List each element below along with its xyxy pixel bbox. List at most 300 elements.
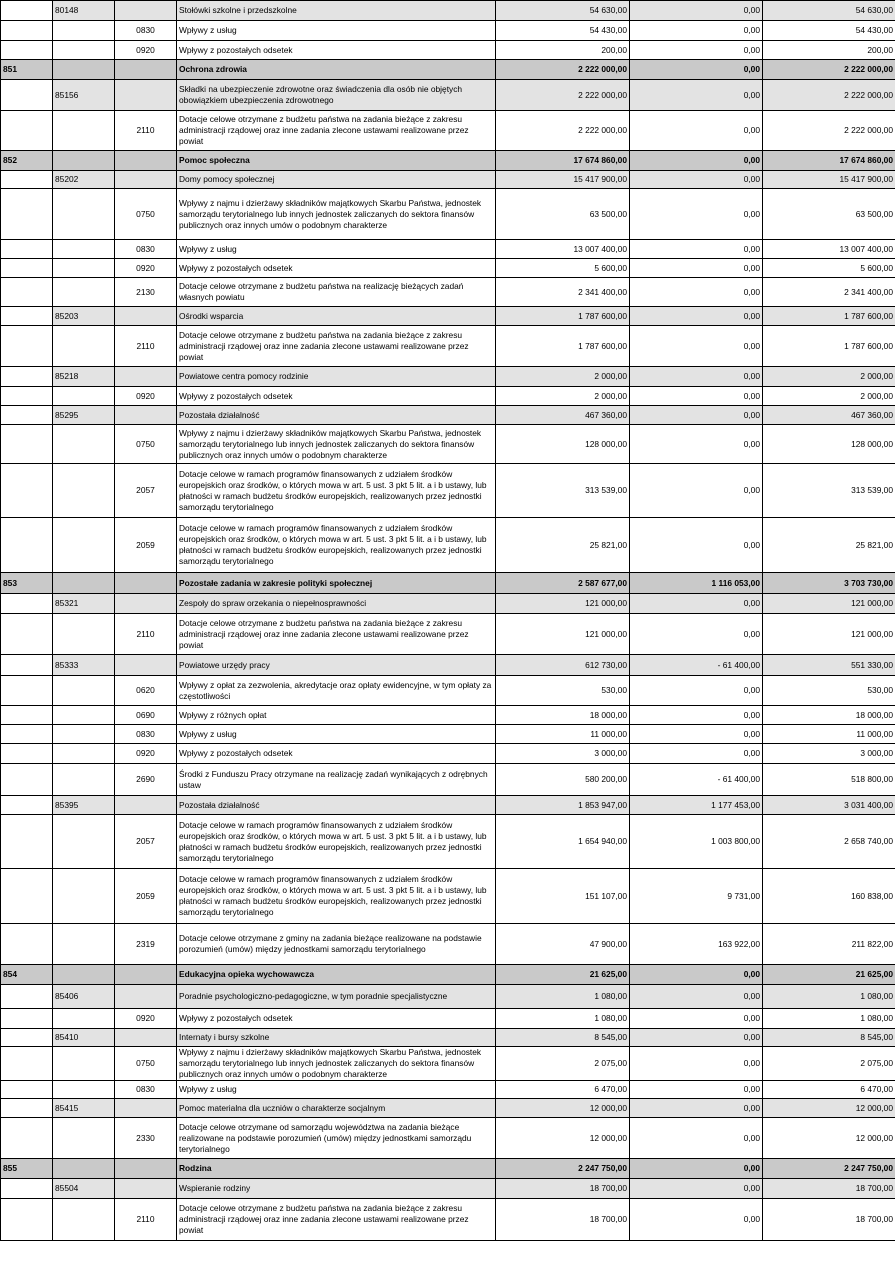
dzial-row (1, 60, 895, 80)
cell-rozdzial (53, 1047, 115, 1081)
cell-zmiana: 0,00 (630, 1199, 763, 1241)
cell-nazwa: Dotacje celowe w ramach programów finansowanych z udziałem środków europejskich oraz środków, o których mowa w art. 5 ust. 3 pkt 5 lit. a i b ustawy, lub płatności w ramach budżetu środków europejskich, realizowanych przez jednostki samorządu terytorialnego (177, 869, 496, 924)
rozdzial-row (1, 80, 895, 111)
cell-paragraf (115, 406, 177, 425)
rozdzial-row (1, 796, 895, 815)
cell-dzial: 855 (1, 1159, 53, 1179)
cell-nazwa: Dotacje celowe w ramach programów finansowanych z udziałem środków europejskich oraz środków, o których mowa w art. 5 ust. 3 pkt 5 lit. a i b ustawy, lub płatności w ramach budżetu środków europejskich, realizowanych przez jednostki samorządu terytorialnego (177, 815, 496, 869)
rozdzial-row (1, 1029, 895, 1047)
cell-nazwa: Dotacje celowe otrzymane z gminy na zadania bieżące realizowane na podstawie porozumień (umów) między jednostkami samorządu terytorialnego (177, 924, 496, 965)
cell-paragraf: 0750 (115, 189, 177, 240)
cell-zmiana: 163 922,00 (630, 924, 763, 965)
cell-dzial (1, 518, 53, 573)
cell-rozdzial: 80148 (53, 1, 115, 21)
cell-nazwa: Wpływy z usług (177, 240, 496, 259)
cell-nazwa: Wpływy z opłat za zezwolenia, akredytacje oraz opłaty ewidencyjne, w tym opłaty za częstotliwości (177, 676, 496, 706)
cell-zmiana: 0,00 (630, 594, 763, 614)
cell-rozdzial (53, 1118, 115, 1159)
cell-dzial (1, 1, 53, 21)
cell-po-zmianie: 2 658 740,00 (763, 815, 895, 869)
paragraf-row (1, 21, 895, 41)
cell-plan: 21 625,00 (496, 965, 630, 985)
cell-paragraf: 2059 (115, 869, 177, 924)
cell-rozdzial (53, 869, 115, 924)
cell-dzial (1, 111, 53, 151)
cell-dzial (1, 171, 53, 189)
cell-zmiana: 0,00 (630, 189, 763, 240)
cell-paragraf (115, 151, 177, 171)
cell-zmiana: 0,00 (630, 425, 763, 464)
cell-plan: 12 000,00 (496, 1118, 630, 1159)
cell-nazwa: Rodzina (177, 1159, 496, 1179)
cell-dzial (1, 387, 53, 406)
cell-zmiana: 0,00 (630, 706, 763, 725)
cell-plan: 54 630,00 (496, 1, 630, 21)
cell-rozdzial: 85410 (53, 1029, 115, 1047)
cell-rozdzial: 85203 (53, 307, 115, 326)
cell-nazwa: Wpływy z pozostałych odsetek (177, 1009, 496, 1029)
cell-rozdzial: 85333 (53, 655, 115, 676)
cell-zmiana: 0,00 (630, 614, 763, 655)
cell-rozdzial (53, 425, 115, 464)
cell-po-zmianie: 3 703 730,00 (763, 573, 895, 594)
cell-dzial (1, 240, 53, 259)
cell-dzial (1, 614, 53, 655)
cell-zmiana: 0,00 (630, 518, 763, 573)
paragraf-row (1, 924, 895, 965)
cell-nazwa: Internaty i bursy szkolne (177, 1029, 496, 1047)
cell-paragraf: 0830 (115, 240, 177, 259)
cell-rozdzial: 85415 (53, 1099, 115, 1118)
cell-zmiana: 0,00 (630, 1, 763, 21)
cell-plan: 151 107,00 (496, 869, 630, 924)
cell-nazwa: Dotacje celowe otrzymane z budżetu państwa na realizację bieżących zadań własnych powiatu (177, 278, 496, 307)
cell-rozdzial (53, 278, 115, 307)
cell-plan: 18 000,00 (496, 706, 630, 725)
cell-nazwa: Ochrona zdrowia (177, 60, 496, 80)
cell-plan: 530,00 (496, 676, 630, 706)
cell-rozdzial (53, 518, 115, 573)
cell-plan: 5 600,00 (496, 259, 630, 278)
cell-paragraf (115, 965, 177, 985)
cell-paragraf: 2059 (115, 518, 177, 573)
cell-rozdzial: 85295 (53, 406, 115, 425)
cell-po-zmianie: 2 341 400,00 (763, 278, 895, 307)
cell-rozdzial (53, 189, 115, 240)
cell-paragraf: 0920 (115, 744, 177, 764)
cell-dzial (1, 796, 53, 815)
cell-plan: 25 821,00 (496, 518, 630, 573)
cell-dzial (1, 676, 53, 706)
cell-rozdzial (53, 815, 115, 869)
cell-po-zmianie: 530,00 (763, 676, 895, 706)
cell-plan: 47 900,00 (496, 924, 630, 965)
cell-po-zmianie: 8 545,00 (763, 1029, 895, 1047)
cell-plan: 1 787 600,00 (496, 326, 630, 367)
cell-po-zmianie: 17 674 860,00 (763, 151, 895, 171)
cell-paragraf (115, 1099, 177, 1118)
cell-rozdzial (53, 259, 115, 278)
cell-po-zmianie: 2 000,00 (763, 367, 895, 387)
cell-paragraf: 2057 (115, 464, 177, 518)
cell-plan: 128 000,00 (496, 425, 630, 464)
cell-nazwa: Pomoc materialna dla uczniów o charakterze socjalnym (177, 1099, 496, 1118)
cell-plan: 17 674 860,00 (496, 151, 630, 171)
cell-zmiana: 0,00 (630, 387, 763, 406)
cell-dzial (1, 764, 53, 796)
cell-plan: 15 417 900,00 (496, 171, 630, 189)
cell-dzial (1, 1047, 53, 1081)
cell-po-zmianie: 2 247 750,00 (763, 1159, 895, 1179)
cell-nazwa: Ośrodki wsparcia (177, 307, 496, 326)
cell-po-zmianie: 54 630,00 (763, 1, 895, 21)
paragraf-row (1, 614, 895, 655)
cell-paragraf (115, 60, 177, 80)
cell-plan: 467 360,00 (496, 406, 630, 425)
cell-nazwa: Wpływy z różnych opłat (177, 706, 496, 725)
cell-plan: 2 247 750,00 (496, 1159, 630, 1179)
cell-plan: 1 787 600,00 (496, 307, 630, 326)
cell-rozdzial: 85406 (53, 985, 115, 1009)
cell-dzial: 853 (1, 573, 53, 594)
rozdzial-row (1, 1099, 895, 1118)
cell-nazwa: Edukacyjna opieka wychowawcza (177, 965, 496, 985)
cell-paragraf: 2057 (115, 815, 177, 869)
cell-rozdzial (53, 111, 115, 151)
cell-nazwa: Pomoc społeczna (177, 151, 496, 171)
cell-zmiana: 0,00 (630, 1118, 763, 1159)
cell-rozdzial (53, 764, 115, 796)
cell-dzial (1, 406, 53, 425)
cell-dzial: 854 (1, 965, 53, 985)
cell-zmiana: 0,00 (630, 676, 763, 706)
cell-nazwa: Pozostała działalność (177, 796, 496, 815)
cell-plan: 3 000,00 (496, 744, 630, 764)
cell-paragraf: 0620 (115, 676, 177, 706)
cell-rozdzial: 85395 (53, 796, 115, 815)
cell-paragraf (115, 1, 177, 21)
cell-dzial (1, 278, 53, 307)
cell-paragraf: 0830 (115, 725, 177, 744)
cell-paragraf (115, 655, 177, 676)
cell-paragraf (115, 80, 177, 111)
cell-nazwa: Domy pomocy społecznej (177, 171, 496, 189)
cell-dzial (1, 815, 53, 869)
cell-rozdzial (53, 725, 115, 744)
cell-po-zmianie: 6 470,00 (763, 1081, 895, 1099)
cell-paragraf: 2110 (115, 326, 177, 367)
cell-paragraf: 0920 (115, 387, 177, 406)
cell-dzial (1, 1009, 53, 1029)
paragraf-row (1, 259, 895, 278)
cell-dzial (1, 1199, 53, 1241)
cell-rozdzial (53, 706, 115, 725)
cell-nazwa: Dotacje celowe w ramach programów finansowanych z udziałem środków europejskich oraz środków, o których mowa w art. 5 ust. 3 pkt 5 lit. a i b ustawy, lub płatności w ramach budżetu środków europejskich, realizowanych przez jednostki samorządu terytorialnego (177, 464, 496, 518)
cell-nazwa: Wpływy z pozostałych odsetek (177, 387, 496, 406)
cell-po-zmianie: 54 430,00 (763, 21, 895, 41)
cell-zmiana: 0,00 (630, 151, 763, 171)
cell-plan: 54 430,00 (496, 21, 630, 41)
cell-paragraf: 2319 (115, 924, 177, 965)
cell-zmiana: 0,00 (630, 1179, 763, 1199)
cell-zmiana: 0,00 (630, 464, 763, 518)
cell-zmiana: 0,00 (630, 1099, 763, 1118)
cell-plan: 121 000,00 (496, 614, 630, 655)
cell-zmiana: 0,00 (630, 111, 763, 151)
cell-dzial (1, 594, 53, 614)
cell-plan: 2 000,00 (496, 367, 630, 387)
cell-nazwa: Wspieranie rodziny (177, 1179, 496, 1199)
cell-po-zmianie: 2 075,00 (763, 1047, 895, 1081)
cell-dzial (1, 189, 53, 240)
paragraf-row (1, 725, 895, 744)
cell-zmiana: 0,00 (630, 1159, 763, 1179)
cell-rozdzial (53, 41, 115, 60)
cell-po-zmianie: 3 000,00 (763, 744, 895, 764)
cell-plan: 6 470,00 (496, 1081, 630, 1099)
cell-dzial (1, 41, 53, 60)
cell-zmiana: 0,00 (630, 307, 763, 326)
cell-plan: 1 654 940,00 (496, 815, 630, 869)
cell-po-zmianie: 13 007 400,00 (763, 240, 895, 259)
cell-zmiana: - 61 400,00 (630, 655, 763, 676)
cell-rozdzial (53, 151, 115, 171)
cell-dzial (1, 464, 53, 518)
cell-paragraf (115, 307, 177, 326)
cell-rozdzial (53, 60, 115, 80)
cell-po-zmianie: 467 360,00 (763, 406, 895, 425)
rozdzial-row (1, 367, 895, 387)
paragraf-row (1, 111, 895, 151)
cell-paragraf (115, 1159, 177, 1179)
paragraf-row (1, 744, 895, 764)
cell-nazwa: Wpływy z najmu i dzierżawy składników majątkowych Skarbu Państwa, jednostek samorządu terytorialnego lub innych jednostek zaliczanych do sektora finansów publicznych oraz innych umów o podobnym charakterze (177, 1047, 496, 1081)
cell-nazwa: Wpływy z usług (177, 725, 496, 744)
paragraf-row (1, 706, 895, 725)
cell-po-zmianie: 5 600,00 (763, 259, 895, 278)
cell-plan: 1 853 947,00 (496, 796, 630, 815)
dzial-row (1, 1159, 895, 1179)
paragraf-row (1, 387, 895, 406)
cell-dzial (1, 1081, 53, 1099)
cell-dzial (1, 367, 53, 387)
cell-paragraf: 2690 (115, 764, 177, 796)
cell-po-zmianie: 2 000,00 (763, 387, 895, 406)
cell-zmiana: 0,00 (630, 1029, 763, 1047)
rozdzial-row (1, 406, 895, 425)
cell-zmiana: 0,00 (630, 171, 763, 189)
cell-nazwa: Dotacje celowe otrzymane z budżetu państwa na zadania bieżące z zakresu administracji rządowej oraz inne zadania zlecone ustawami realizowane przez powiat (177, 1199, 496, 1241)
cell-paragraf: 2110 (115, 614, 177, 655)
cell-paragraf (115, 573, 177, 594)
cell-dzial: 852 (1, 151, 53, 171)
cell-rozdzial (53, 744, 115, 764)
cell-nazwa: Wpływy z pozostałych odsetek (177, 744, 496, 764)
cell-nazwa: Dotacje celowe w ramach programów finansowanych z udziałem środków europejskich oraz środków, o których mowa w art. 5 ust. 3 pkt 5 lit. a i b ustawy, lub płatności w ramach budżetu środków europejskich, realizowanych przez jednostki samorządu terytorialnego (177, 518, 496, 573)
cell-dzial (1, 985, 53, 1009)
paragraf-row (1, 240, 895, 259)
cell-nazwa: Pozostała działalność (177, 406, 496, 425)
cell-po-zmianie: 160 838,00 (763, 869, 895, 924)
cell-plan: 2 222 000,00 (496, 111, 630, 151)
cell-rozdzial (53, 676, 115, 706)
cell-plan: 2 341 400,00 (496, 278, 630, 307)
cell-plan: 580 200,00 (496, 764, 630, 796)
cell-dzial (1, 744, 53, 764)
cell-plan: 612 730,00 (496, 655, 630, 676)
cell-rozdzial (53, 924, 115, 965)
cell-paragraf (115, 1179, 177, 1199)
cell-po-zmianie: 2 222 000,00 (763, 60, 895, 80)
paragraf-row (1, 425, 895, 464)
cell-po-zmianie: 551 330,00 (763, 655, 895, 676)
cell-po-zmianie: 128 000,00 (763, 425, 895, 464)
cell-paragraf: 2110 (115, 1199, 177, 1241)
cell-dzial (1, 1029, 53, 1047)
cell-paragraf: 0750 (115, 425, 177, 464)
cell-po-zmianie: 121 000,00 (763, 614, 895, 655)
cell-zmiana: 0,00 (630, 259, 763, 278)
cell-nazwa: Dotacje celowe otrzymane z budżetu państwa na zadania bieżące z zakresu administracji rządowej oraz inne zadania zlecone ustawami realizowane przez powiat (177, 326, 496, 367)
cell-paragraf: 0690 (115, 706, 177, 725)
cell-plan: 121 000,00 (496, 594, 630, 614)
cell-po-zmianie: 18 000,00 (763, 706, 895, 725)
cell-rozdzial (53, 1009, 115, 1029)
cell-paragraf (115, 367, 177, 387)
cell-nazwa: Dotacje celowe otrzymane od samorządu województwa na zadania bieżące realizowane na podstawie porozumień (umów) między jednostkami samorządu terytorialnego (177, 1118, 496, 1159)
cell-paragraf (115, 796, 177, 815)
paragraf-row (1, 1118, 895, 1159)
cell-zmiana: 0,00 (630, 985, 763, 1009)
cell-nazwa: Wpływy z usług (177, 21, 496, 41)
cell-dzial (1, 655, 53, 676)
cell-nazwa: Stołówki szkolne i przedszkolne (177, 1, 496, 21)
paragraf-row (1, 815, 895, 869)
cell-zmiana: 1 116 053,00 (630, 573, 763, 594)
cell-plan: 12 000,00 (496, 1099, 630, 1118)
cell-po-zmianie: 211 822,00 (763, 924, 895, 965)
dzial-row (1, 965, 895, 985)
cell-rozdzial (53, 965, 115, 985)
cell-zmiana: 0,00 (630, 1047, 763, 1081)
cell-po-zmianie: 21 625,00 (763, 965, 895, 985)
cell-plan: 63 500,00 (496, 189, 630, 240)
cell-nazwa: Wpływy z najmu i dzierżawy składników majątkowych Skarbu Państwa, jednostek samorządu terytorialnego lub innych jednostek zaliczanych do sektora finansów publicznych oraz innych umów o podobnym charakterze (177, 425, 496, 464)
cell-nazwa: Powiatowe urzędy pracy (177, 655, 496, 676)
cell-rozdzial: 85202 (53, 171, 115, 189)
cell-nazwa: Wpływy z najmu i dzierżawy składników majątkowych Skarbu Państwa, jednostek samorządu terytorialnego lub innych jednostek zaliczanych do sektora finansów publicznych oraz innych umów o podobnym charakterze (177, 189, 496, 240)
cell-zmiana: 0,00 (630, 1009, 763, 1029)
cell-paragraf (115, 985, 177, 1009)
cell-dzial (1, 307, 53, 326)
cell-po-zmianie: 1 787 600,00 (763, 326, 895, 367)
cell-nazwa: Zespoły do spraw orzekania o niepełnosprawności (177, 594, 496, 614)
cell-paragraf: 0920 (115, 41, 177, 60)
cell-nazwa: Poradnie psychologiczno-pedagogiczne, w tym poradnie specjalistyczne (177, 985, 496, 1009)
cell-po-zmianie: 121 000,00 (763, 594, 895, 614)
cell-nazwa: Wpływy z usług (177, 1081, 496, 1099)
cell-dzial (1, 706, 53, 725)
cell-zmiana: 0,00 (630, 60, 763, 80)
cell-nazwa: Dotacje celowe otrzymane z budżetu państwa na zadania bieżące z zakresu administracji rządowej oraz inne zadania zlecone ustawami realizowane przez powiat (177, 614, 496, 655)
cell-po-zmianie: 1 080,00 (763, 1009, 895, 1029)
cell-dzial (1, 1099, 53, 1118)
cell-zmiana: 0,00 (630, 406, 763, 425)
cell-nazwa: Powiatowe centra pomocy rodzinie (177, 367, 496, 387)
cell-rozdzial (53, 1159, 115, 1179)
paragraf-row (1, 464, 895, 518)
rozdzial-row (1, 985, 895, 1009)
cell-zmiana: 1 177 453,00 (630, 796, 763, 815)
cell-paragraf: 0920 (115, 259, 177, 278)
cell-rozdzial: 85218 (53, 367, 115, 387)
cell-rozdzial (53, 240, 115, 259)
cell-zmiana: 0,00 (630, 240, 763, 259)
cell-po-zmianie: 1 080,00 (763, 985, 895, 1009)
cell-po-zmianie: 3 031 400,00 (763, 796, 895, 815)
dzial-row (1, 151, 895, 171)
cell-paragraf (115, 171, 177, 189)
cell-po-zmianie: 200,00 (763, 41, 895, 60)
cell-plan: 1 080,00 (496, 985, 630, 1009)
cell-po-zmianie: 11 000,00 (763, 725, 895, 744)
cell-rozdzial (53, 21, 115, 41)
cell-rozdzial (53, 614, 115, 655)
cell-zmiana: 1 003 800,00 (630, 815, 763, 869)
cell-dzial (1, 21, 53, 41)
cell-zmiana: 0,00 (630, 367, 763, 387)
cell-zmiana: 0,00 (630, 744, 763, 764)
rozdzial-row (1, 655, 895, 676)
cell-rozdzial (53, 464, 115, 518)
cell-rozdzial: 85504 (53, 1179, 115, 1199)
cell-rozdzial (53, 1081, 115, 1099)
cell-nazwa: Pozostałe zadania w zakresie polityki społecznej (177, 573, 496, 594)
cell-plan: 313 539,00 (496, 464, 630, 518)
cell-plan: 2 222 000,00 (496, 80, 630, 111)
cell-nazwa: Wpływy z pozostałych odsetek (177, 259, 496, 278)
cell-po-zmianie: 2 222 000,00 (763, 80, 895, 111)
cell-paragraf: 2110 (115, 111, 177, 151)
cell-plan: 8 545,00 (496, 1029, 630, 1047)
cell-plan: 2 075,00 (496, 1047, 630, 1081)
rozdzial-row (1, 307, 895, 326)
cell-plan: 2 000,00 (496, 387, 630, 406)
paragraf-row (1, 1081, 895, 1099)
paragraf-row (1, 764, 895, 796)
cell-rozdzial: 85321 (53, 594, 115, 614)
cell-dzial (1, 725, 53, 744)
cell-nazwa: Dotacje celowe otrzymane z budżetu państwa na zadania bieżące z zakresu administracji rządowej oraz inne zadania zlecone ustawami realizowane przez powiat (177, 111, 496, 151)
cell-plan: 2 587 677,00 (496, 573, 630, 594)
paragraf-row (1, 1199, 895, 1241)
cell-paragraf: 2330 (115, 1118, 177, 1159)
paragraf-row (1, 869, 895, 924)
cell-po-zmianie: 2 222 000,00 (763, 111, 895, 151)
cell-zmiana: 0,00 (630, 1081, 763, 1099)
cell-paragraf: 0920 (115, 1009, 177, 1029)
cell-zmiana: 0,00 (630, 326, 763, 367)
cell-dzial: 851 (1, 60, 53, 80)
rozdzial-row (1, 1, 895, 21)
cell-zmiana: 9 731,00 (630, 869, 763, 924)
paragraf-row (1, 41, 895, 60)
paragraf-row (1, 1009, 895, 1029)
cell-zmiana: - 61 400,00 (630, 764, 763, 796)
cell-zmiana: 0,00 (630, 965, 763, 985)
cell-rozdzial (53, 387, 115, 406)
cell-rozdzial: 85156 (53, 80, 115, 111)
